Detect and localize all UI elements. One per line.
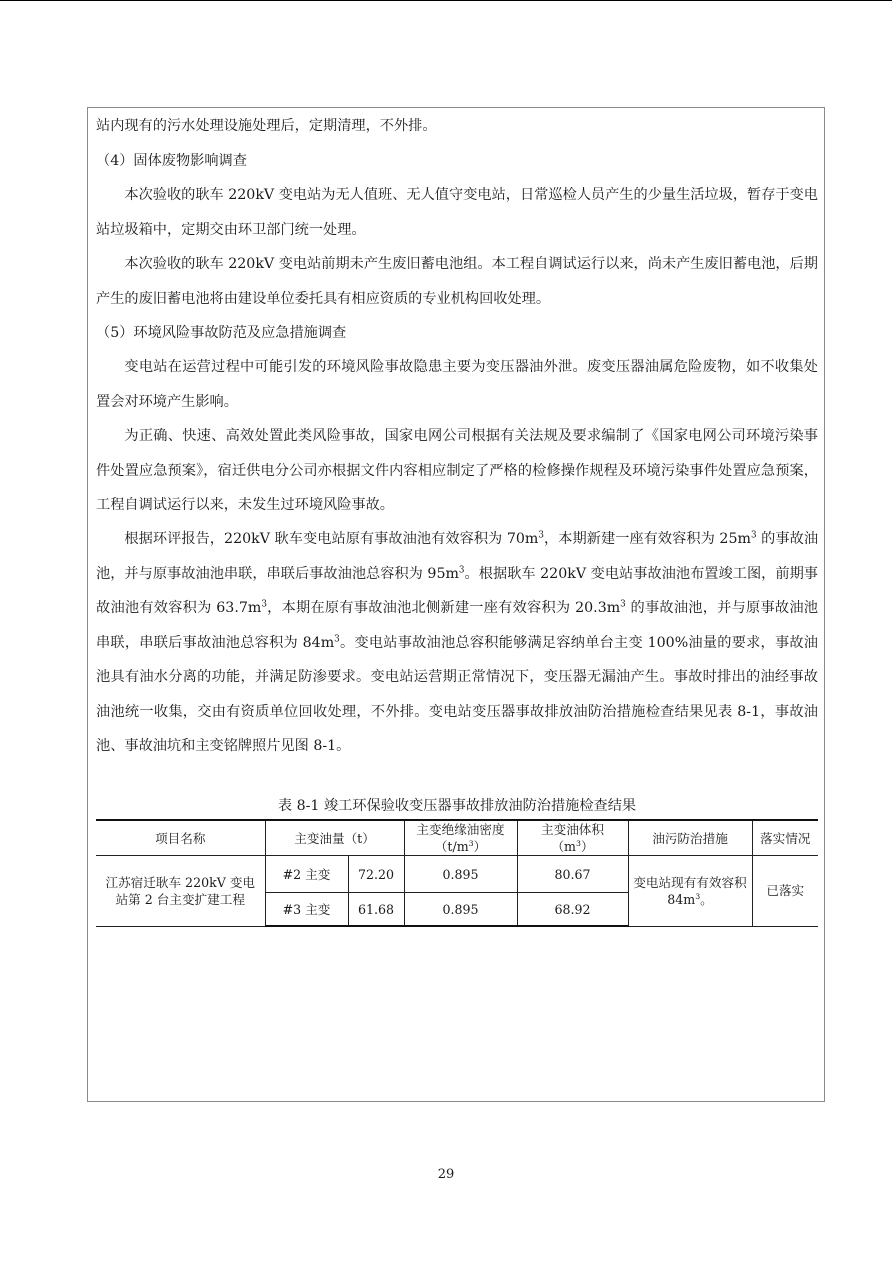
transformer-cell: #2 主变 xyxy=(265,856,348,893)
header-oil-volume: 主变油体积 $(m^3)$ xyxy=(517,820,628,856)
project-name-cell: 江苏宿迁耿车 220kV 变电站第 2 台主变扩建工程 xyxy=(96,856,265,927)
paragraph-batteries: 本次验收的耿车 220kV 变电站前期未产生废旧蓄电池组。本工程自调试运行以来，尚未产生废旧蓄电池，后期产生的废旧蓄电池将由建设单位委托具有相应资质的专业机构回收处理。 xyxy=(96,256,818,307)
page-number: 29 xyxy=(437,1167,455,1182)
oil-prevention-table xyxy=(96,819,818,927)
paragraph-domestic-waste: 本次验收的耿车 220kV 变电站为无人值班、无人值守变电站，日常巡检人员产生的少量生活垃圾，暂存于变电站垃圾箱中，定期交由环卫部门统一处理。 xyxy=(96,187,818,238)
volume-cell: 68.92 xyxy=(517,893,628,927)
oil-quantity-cell: 61.68 xyxy=(348,893,404,927)
table-row xyxy=(96,856,818,893)
transformer-cell: #3 主变 xyxy=(265,893,348,927)
header-status: 落实情况 xyxy=(752,820,818,856)
volume-cell: 80.67 xyxy=(517,856,628,893)
header-oil-density: 主变绝缘油密度 $(t/m^3)$ xyxy=(404,820,517,856)
paragraph-accident-oil-pool: 根据环评报告，220kV 耿车变电站原有事故油池有效容积为 $70m^3$，本期新建一座有效容积为 $25m^3$ 的事故油池，并与原事故油池串联，串联后事故油池总容积为 $95m^3$。根据耿车 220kV 变电站事故油池布置竣工图，前期事故油池有效容积为 $63.7m^3$，本期在原有事故油池北侧新建一座有效容积为 $20.3m^3$ 的事故油池，并与原事故油池串联，串联后事故油池总容积为 $84m^3$。变电站事故油池总容积能够满足容纳单台主变 100%油量的要求，事故油池具有油水分离的功能，并满足防渗要求。变电站运营期正常情况下，变压器无漏油产生。事故时排出的油经事故油池统一收集，交由有资质单位回收处理，不外排。变电站变压器事故排放油防治措施检查结果见表 8-1，事故油池、事故油坑和主变铭牌照片见图 8-1。 xyxy=(96,530,819,754)
heading-solid-waste: （4）固体废物影响调查 xyxy=(96,153,247,169)
heading-risk-prevention: （5）环境风险事故防范及应急措施调查 xyxy=(96,325,347,341)
header-project: 项目名称 xyxy=(96,820,265,856)
density-cell: 0.895 xyxy=(404,893,517,927)
table-header-row xyxy=(96,820,818,856)
measures-cell: 变电站现有有效容积 $84m^3$。 xyxy=(628,856,752,927)
oil-quantity-cell: 72.20 xyxy=(348,856,404,893)
status-cell: 已落实 xyxy=(752,856,818,927)
paragraph-oil-leak-risk: 变电站在运营过程中可能引发的环境风险事故隐患主要为变压器油外泄。废变压器油属危险废物，如不收集处置会对环境产生影响。 xyxy=(96,359,818,410)
table-caption: 表 8-1 竣工环保验收变压器事故排放油防治措施检查结果 xyxy=(277,798,637,814)
top-rule xyxy=(0,0,892,1)
density-cell: 0.895 xyxy=(404,856,517,893)
header-measures: 油污防治措施 xyxy=(628,820,752,856)
header-oil-quantity: 主变油量（t） xyxy=(265,820,404,856)
paragraph-sewage: 站内现有的污水处理设施处理后，定期清理，不外排。 xyxy=(96,118,437,134)
paragraph-emergency-plan: 为正确、快速、高效处置此类风险事故，国家电网公司根据有关法规及要求编制了《国家电网公司环境污染事件处置应急预案》，宿迁供电分公司亦根据文件内容相应制定了严格的检修操作规程及环境污染事件处置应急预案，工程自调试运行以来，未发生过环境风险事故。 xyxy=(96,428,818,513)
